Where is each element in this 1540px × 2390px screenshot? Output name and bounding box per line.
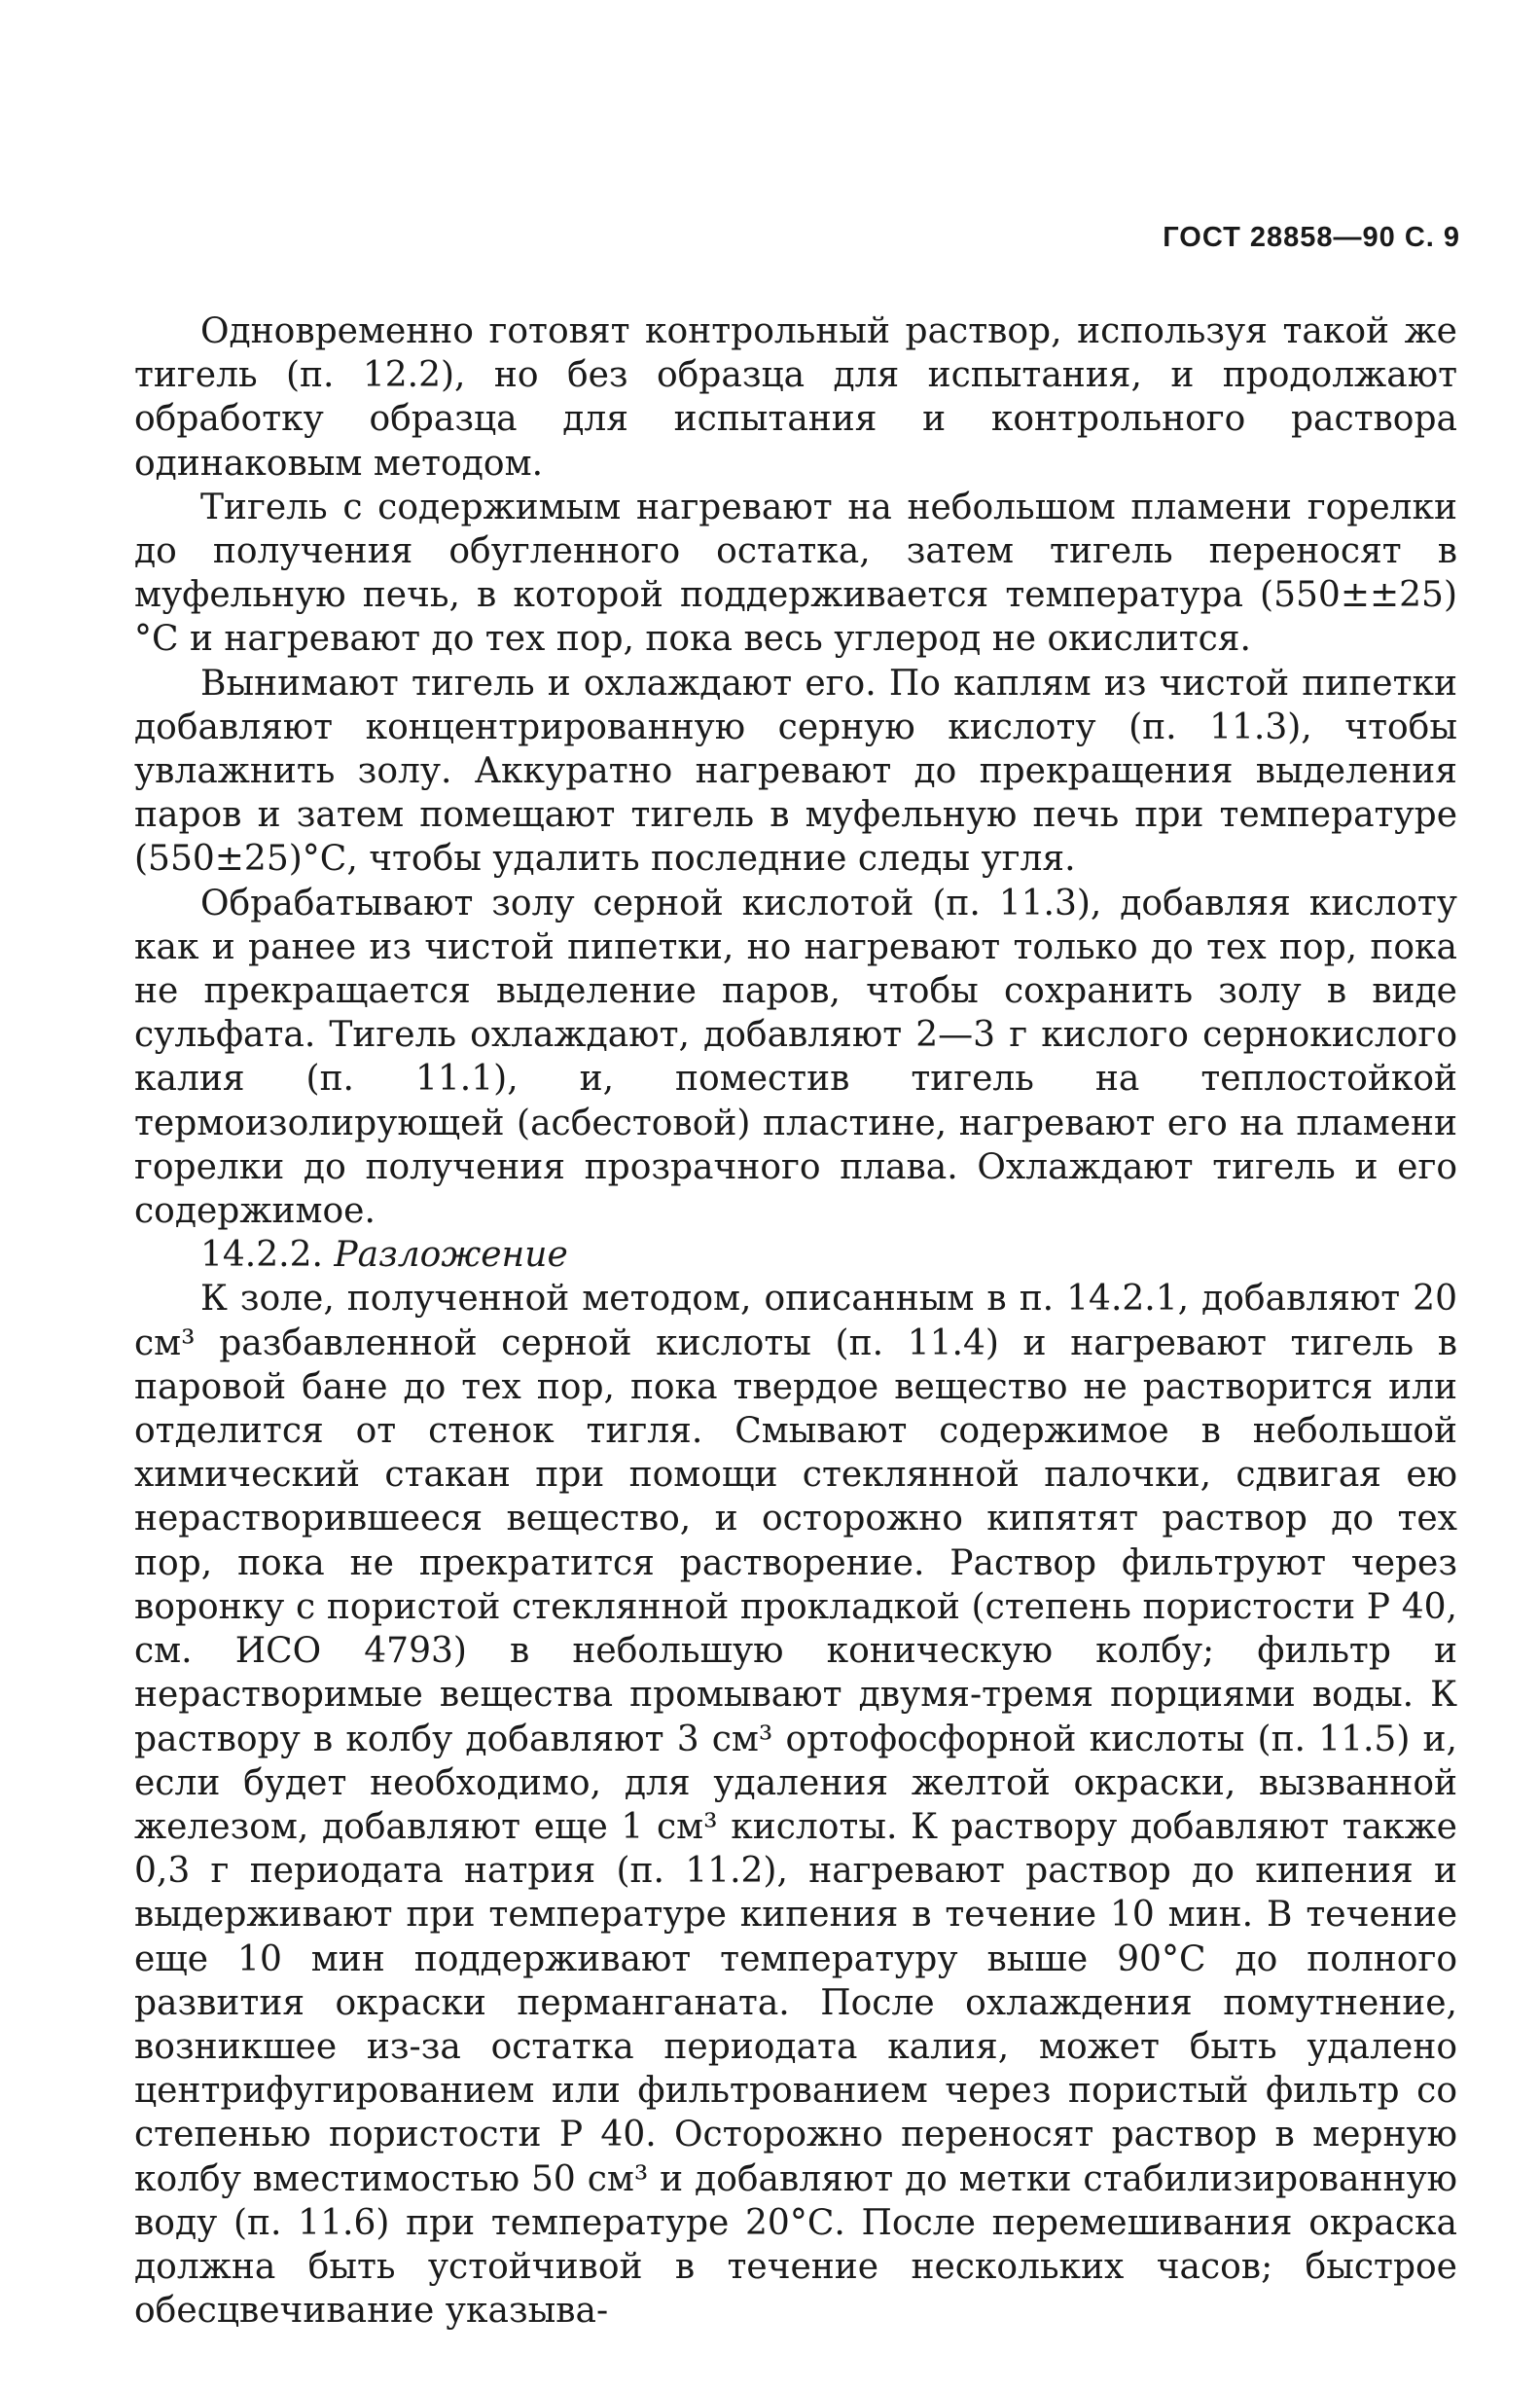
page-header: ГОСТ 28858—90 С. 9 (1163, 222, 1460, 253)
paragraph-1: Одновременно готовят контрольный раствор, используя такой же тигель (п. 12.2), но без образца для испытания, и продолжают обработку образца для испытания и контрольного раствора одинаковым методом. (134, 311, 1457, 484)
paragraph-2: Тигель с содержимым нагревают на небольшом пламени горелки до получения обугленного остатка, затем тигель переносят в муфельную печь, в которой поддерживается температура (550±±25)°С и нагревают до тех пор, пока весь углерод не окислится. (134, 487, 1457, 660)
body-text (134, 309, 1457, 2333)
paragraph-4: Обрабатывают золу серной кислотой (п. 11.3), добавляя кислоту как и ранее из чистой пипетки, но нагревают только до тех пор, пока не прекращается выделение паров, чтобы сохранить золу в виде сульфата. Тигель охлаждают, добавляют 2—3 г кислого сернокислого калия (п. 11.1), и, поместив тигель на теплостойкой термоизолирующей (асбестовой) пластине, нагревают его на пламени горелки до получения прозрачного плава. Охлаждают тигель и его содержимое. (134, 883, 1457, 1232)
paragraph-3: Вынимают тигель и охлаждают его. По каплям из чистой пипетки добавляют концентрированную серную кислоту (п. 11.3), чтобы увлажнить золу. Аккуратно нагревают до прекращения выделения паров и затем помещают тигель в муфельную печь при температуре (550±25)°С, чтобы удалить последние следы угля. (134, 663, 1457, 880)
section-heading (134, 1233, 1457, 1277)
paragraph-5: К золе, полученной методом, описанным в п. 14.2.1, добавляют 20 см³ разбавленной серной кислоты (п. 11.4) и нагревают тигель в паровой бане до тех пор, пока твердое вещество не растворится или отделится от стенок тигля. Смывают содержимое в небольшой химический стакан при помощи стеклянной палочки, сдвигая ею нерастворившееся вещество, и осторожно кипятят раствор до тех пор, пока не прекратится растворение. Раствор фильтруют через воронку с пористой стеклянной прокладкой (степень пористости Р 40, см. ИСО 4793) в небольшую коническую колбу; фильтр и нерастворимые вещества промывают двумя-тремя порциями воды. К раствору в колбу добавляют 3 см³ ортофосфорной кислоты (п. 11.5) и, если будет необходимо, для удаления желтой окраски, вызванной железом, добавляют еще 1 см³ кислоты. К раствору добавляют также 0,3 г периодата натрия (п. 11.2), нагревают раствор до кипения и выдерживают при температуре кипения в течение 10 мин. В течение еще 10 мин поддерживают температуру выше 90°С до полного развития окраски перманганата. После охлаждения помутнение, возникшее из-за остатка периодата калия, может быть удалено центрифугированием или фильтрованием через пористый фильтр со степенью пористости Р 40. Осторожно переносят раствор в мерную колбу вместимостью 50 см³ и добавляют до метки стабилизированную воду (п. 11.6) при температуре 20°С. После перемешивания окраска должна быть устойчивой в течение нескольких часов; быстрое обесцвечивание указыва- (134, 1279, 1457, 2332)
section-number: 14.2.2. (200, 1235, 323, 1276)
section-title: Разложение (334, 1235, 568, 1276)
